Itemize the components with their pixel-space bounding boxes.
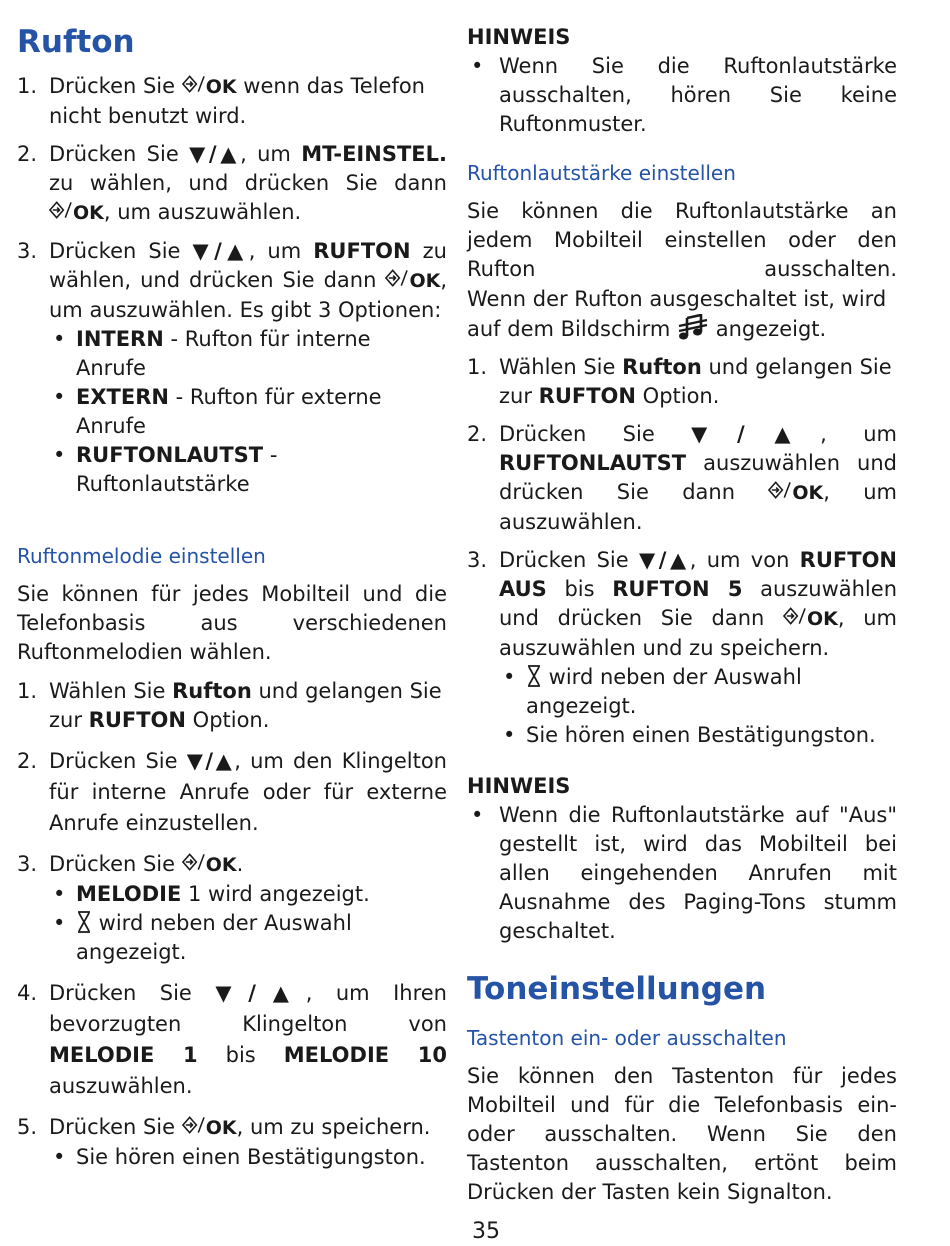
list-item: 2. Drücken Sie ▼/▲, um RUFTONLAUTST auszuwählen und drücken Sie dann OK , um auszuwählen.	[467, 422, 898, 534]
section-title-toneinstellungen: Toneinstellungen	[467, 971, 767, 1007]
right-column	[467, 0, 897, 1207]
selection-mark-icon	[76, 911, 92, 933]
ok-key: OK	[182, 851, 237, 880]
list-item: • MELODIE 1 wird angezeigt.	[53, 882, 370, 906]
ok-key: OK	[49, 199, 104, 228]
section-title-ruftonlautstaerke: Ruftonlautstärke einstellen	[467, 161, 736, 185]
nav-ok-key-icon	[783, 607, 806, 625]
nav-ok-key-icon	[182, 1116, 205, 1134]
list-item: • RUFTONLAUTST - Ruftonlautstärke	[53, 443, 278, 496]
ringer-off-icon	[677, 314, 709, 342]
list-item: 5. Drücken Sie OK , um zu speichern. • Sie hören einen Bestätigungston.	[17, 1113, 447, 1172]
list-item: • Wenn die Ruftonlautstärke auf "Aus" gestellt ist, wird das Mobilteil bei allen eingehenden Anrufen mit Ausnahme des Paging-Tons stumm geschaltet.	[471, 803, 897, 943]
section-intro: Sie können für jedes Mobilteil und die Telefonbasis aus verschiedenen Ruftonmelodien wählen.	[17, 582, 447, 664]
hinweis-list	[467, 801, 897, 946]
list-item: 1. Wählen Sie Rufton und gelangen Sie zur RUFTON Option.	[17, 679, 442, 732]
hinweis-list	[467, 52, 897, 139]
ok-key: OK	[768, 479, 823, 508]
nav-ok-key-icon	[49, 201, 72, 219]
section-paragraph: Sie können den Tastenton für jedes Mobilteil und für die Telefonbasis ein- oder ausschalten. Wenn Sie den Tastenton ausschalten, ertönt beim Drücken der Tasten kein Signalton.	[467, 1064, 897, 1204]
section-title-ruftonmelodie: Ruftonmelodie einstellen	[17, 544, 266, 568]
ok-key: OK	[385, 267, 440, 296]
section-title-rufton: Rufton	[17, 24, 135, 60]
hinweis-heading: HINWEIS	[467, 25, 571, 49]
list-item: • wird neben der Auswahl angezeigt.	[503, 665, 802, 718]
list-item: 2. Drücken Sie ▼/▲, um MT-EINSTEL. zu wählen, und drücken Sie dann OK , um auszuwählen.	[17, 140, 447, 228]
list-item: 2. Drücken Sie ▼/▲, um den Klingelton für interne Anrufe oder für externe Anrufe einzustellen.	[17, 749, 447, 835]
list-item: 3. Drücken Sie OK . • MELODIE 1 wird angezeigt. • wird neben der Auswahl angezeigt.	[17, 850, 447, 967]
rufton-steps	[17, 72, 447, 499]
section-title-tastenton: Tastenton ein- oder ausschalten	[467, 1026, 787, 1050]
hinweis-heading: HINWEIS	[467, 774, 571, 798]
list-item: 1. Wählen Sie Rufton und gelangen Sie zur RUFTON Option.	[467, 355, 892, 408]
nav-ok-key-icon	[768, 481, 791, 499]
list-item: 3. Drücken Sie ▼/▲, um von RUFTON AUS bis RUFTON 5 auszuwählen und drücken Sie dann OK , um auszuwählen und zu speichern. • wird neben der Auswahl angezeigt. • Sie hören einen Bestätigungston.	[467, 546, 897, 750]
left-column	[17, 0, 447, 1172]
list-item: 4. Drücken Sie ▼/▲, um Ihren bevorzugten Klingelton von MELODIE 1 bis MELODIE 10 auszuwählen.	[17, 981, 447, 1098]
section-paragraph: Wenn der Rufton ausgeschaltet ist, wird auf dem Bildschirm angezeigt.	[467, 287, 887, 341]
list-item: • Wenn Sie die Ruftonlautstärke ausschalten, hören Sie keine Ruftonmuster.	[471, 54, 897, 136]
list-item: 1. Drücken Sie OK wenn das Telefon nicht benutzt wird.	[17, 74, 425, 128]
melodie-steps	[17, 677, 447, 1172]
list-item: • wird neben der Auswahl angezeigt.	[53, 911, 352, 964]
selection-mark-icon	[526, 665, 542, 687]
list-item: 3. Drücken Sie ▼/▲, um RUFTON zu wählen, und drücken Sie dann OK , um auszuwählen. Es gibt 3 Optionen: • INTERN - Rufton für interne Anrufe • EXTERN - Rufton für externe Anrufe • RUFTONLAUTST - Ruftonlautstärke	[17, 237, 447, 499]
nav-ok-key-icon	[182, 75, 205, 93]
list-item: • EXTERN - Rufton für externe Anrufe	[53, 385, 382, 438]
ok-key: OK	[182, 73, 237, 102]
rufton-options	[49, 325, 447, 499]
list-item: • Sie hören einen Bestätigungston.	[503, 723, 876, 747]
ok-key: OK	[182, 1114, 237, 1143]
list-item: • INTERN - Rufton für interne Anrufe	[53, 327, 371, 380]
nav-ok-key-icon	[385, 269, 408, 287]
section-paragraph: Sie können die Ruftonlautstärke an jedem Mobilteil einstellen oder den Rufton ausschalten.	[467, 199, 897, 281]
nav-ok-key-icon	[182, 853, 205, 871]
page-number: 35	[472, 1219, 500, 1244]
lautstaerke-steps	[467, 353, 897, 750]
ok-key: OK	[783, 605, 838, 634]
list-item: • Sie hören einen Bestätigungston.	[53, 1145, 426, 1169]
